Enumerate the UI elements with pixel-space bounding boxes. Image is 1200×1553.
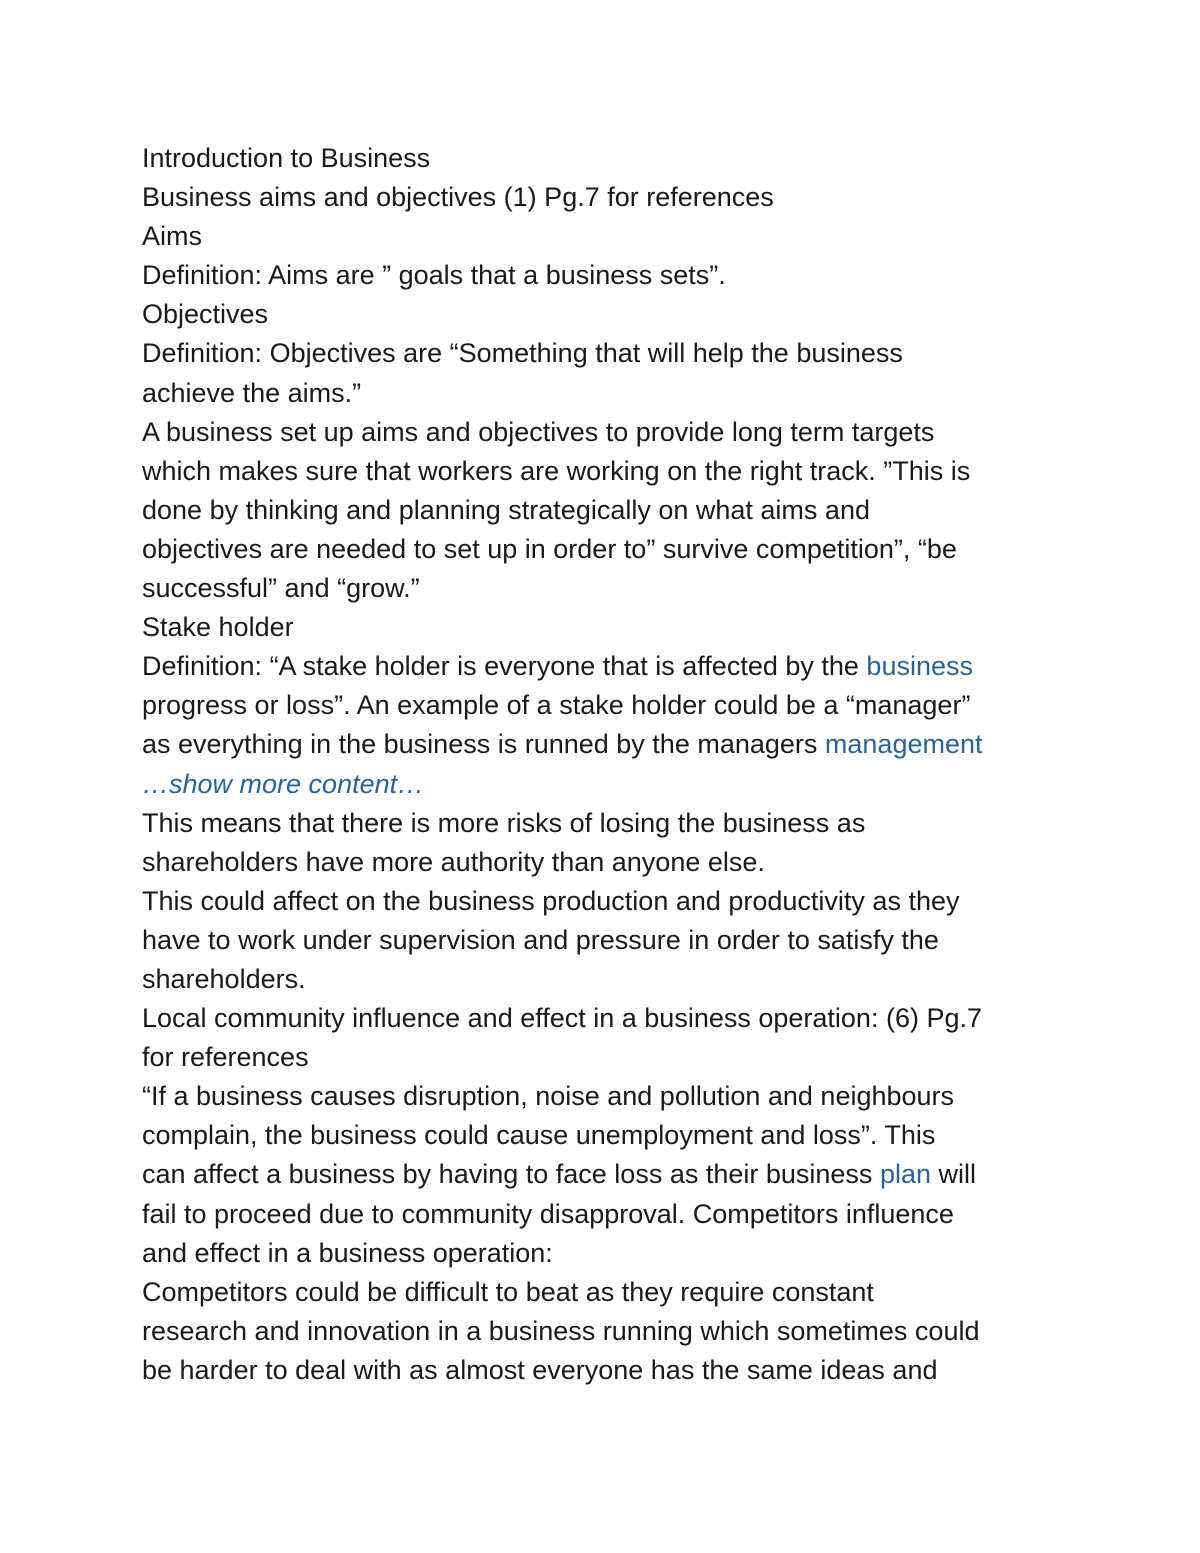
text-line: objectives are needed to set up in order to” survive competition”, “be — [142, 533, 957, 564]
text-segment: can affect a business by having to face loss as their business — [142, 1159, 880, 1190]
text-line: Local community influence and effect in a business operation: (6) Pg.7 — [142, 1003, 982, 1034]
text-line: A business set up aims and objectives to provide long term targets — [142, 416, 935, 447]
text-line: successful” and “grow.” — [142, 573, 420, 604]
heading-stake-holder: Stake holder — [142, 612, 294, 643]
link-management[interactable]: management — [824, 729, 983, 760]
text-line: which makes sure that workers are working on the right track. ”This is — [142, 455, 971, 486]
text-line: Competitors could be difficult to beat as they require constant — [142, 1276, 874, 1307]
text-line: fail to proceed due to community disapproval. Competitors influence — [142, 1198, 954, 1229]
link-business[interactable]: business — [866, 651, 973, 682]
doc-subtitle: Business aims and objectives (1) Pg.7 for references — [142, 182, 774, 213]
text-line: be harder to deal with as almost everyone has the same ideas and — [142, 1354, 938, 1385]
text-line: shareholders have more authority than anyone else. — [142, 846, 765, 877]
show-more-link[interactable]: …show more content… — [142, 768, 425, 799]
text-line: Definition: Aims are ” goals that a business sets”. — [142, 260, 726, 291]
text-line: have to work under supervision and pressure in order to satisfy the — [142, 924, 939, 955]
text-line — [142, 647, 1072, 686]
text-line: complain, the business could cause unemployment and loss”. This — [142, 1120, 936, 1151]
text-line: done by thinking and planning strategically on what aims and — [142, 494, 870, 525]
heading-aims: Aims — [142, 221, 202, 252]
text-line: This means that there is more risks of losing the business as — [142, 807, 866, 838]
text-segment: Definition: “A stake holder is everyone that is affected by the — [142, 651, 867, 682]
text-line: achieve the aims.” — [142, 377, 362, 408]
text-line: “If a business causes disruption, noise and pollution and neighbours — [142, 1081, 955, 1112]
document-body — [142, 139, 1072, 1390]
text-line: Definition: Objectives are “Something that will help the business — [142, 338, 903, 369]
link-plan[interactable]: plan — [879, 1159, 931, 1190]
text-line: for references — [142, 1042, 309, 1073]
text-line: research and innovation in a business running which sometimes could — [142, 1315, 980, 1346]
text-line: This could affect on the business production and productivity as they — [142, 885, 960, 916]
text-line — [142, 1155, 1072, 1194]
heading-objectives: Objectives — [142, 299, 269, 330]
text-line: progress or loss”. An example of a stake holder could be a “manager” — [142, 690, 971, 721]
text-line: and effect in a business operation: — [142, 1237, 553, 1268]
text-line — [142, 725, 1072, 764]
text-segment: as everything in the business is runned by the managers — [142, 729, 825, 760]
text-line: shareholders. — [142, 963, 306, 994]
doc-title: Introduction to Business — [142, 143, 431, 173]
text-segment: will — [930, 1159, 976, 1190]
